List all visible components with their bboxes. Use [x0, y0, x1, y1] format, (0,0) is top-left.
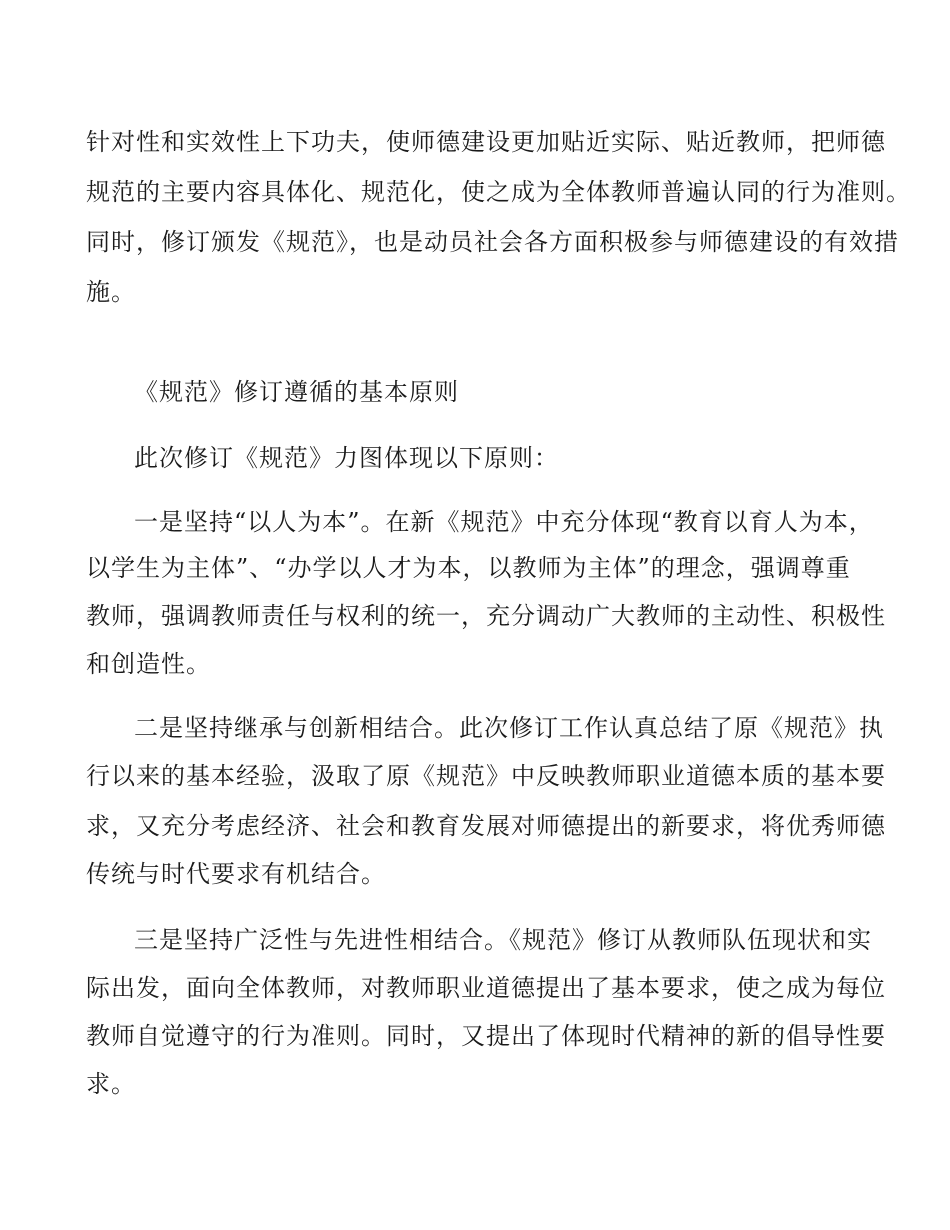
paragraph-1-line-4: 施。: [86, 278, 136, 306]
principle-2-line-3: 求，又充分考虑经济、社会和教育发展对师德提出的新要求，将优秀师德: [86, 812, 886, 840]
intro-paragraph: 此次修订《规范》力图体现以下原则：: [134, 444, 559, 472]
principle-2-line-4: 传统与时代要求有机结合。: [86, 860, 386, 888]
principle-3-line-2: 际出发，面向全体教师，对教师职业道德提出了基本要求，使之成为每位: [86, 974, 886, 1002]
paragraph-1-line-2: 规范的主要内容具体化、规范化，使之成为全体教师普遍认同的行为准则。: [86, 178, 911, 206]
principle-2-line-1: 二是坚持继承与创新相结合。此次修订工作认真总结了原《规范》执: [134, 714, 884, 742]
principle-1-line-2: 以学生为主体”、“办学以人才为本，以教师为主体”的理念，强调尊重: [86, 554, 851, 582]
principle-1-line-4: 和创造性。: [86, 650, 211, 678]
paragraph-1-line-3: 同时，修订颁发《规范》，也是动员社会各方面积极参与师德建设的有效措: [86, 228, 899, 256]
principle-1-line-3: 教师，强调教师责任与权利的统一，充分调动广大教师的主动性、积极性: [86, 602, 886, 630]
principle-3-line-4: 求。: [86, 1070, 136, 1098]
principle-1-line-1: 一是坚持“以人为本”。在新《规范》中充分体现“教育以育人为本，: [134, 508, 874, 536]
paragraph-1-line-1: 针对性和实效性上下功夫，使师德建设更加贴近实际、贴近教师，把师德: [86, 128, 886, 156]
principle-3-line-1: 三是坚持广泛性与先进性相结合。《规范》修订从教师队伍现状和实: [134, 926, 872, 954]
principle-3-line-3: 教师自觉遵守的行为准则。同时，又提出了体现时代精神的新的倡导性要: [86, 1022, 886, 1050]
section-heading: 《规范》修订遵循的基本原则: [134, 378, 459, 406]
principle-2-line-2: 行以来的基本经验，汲取了原《规范》中反映教师职业道德本质的基本要: [86, 762, 886, 790]
